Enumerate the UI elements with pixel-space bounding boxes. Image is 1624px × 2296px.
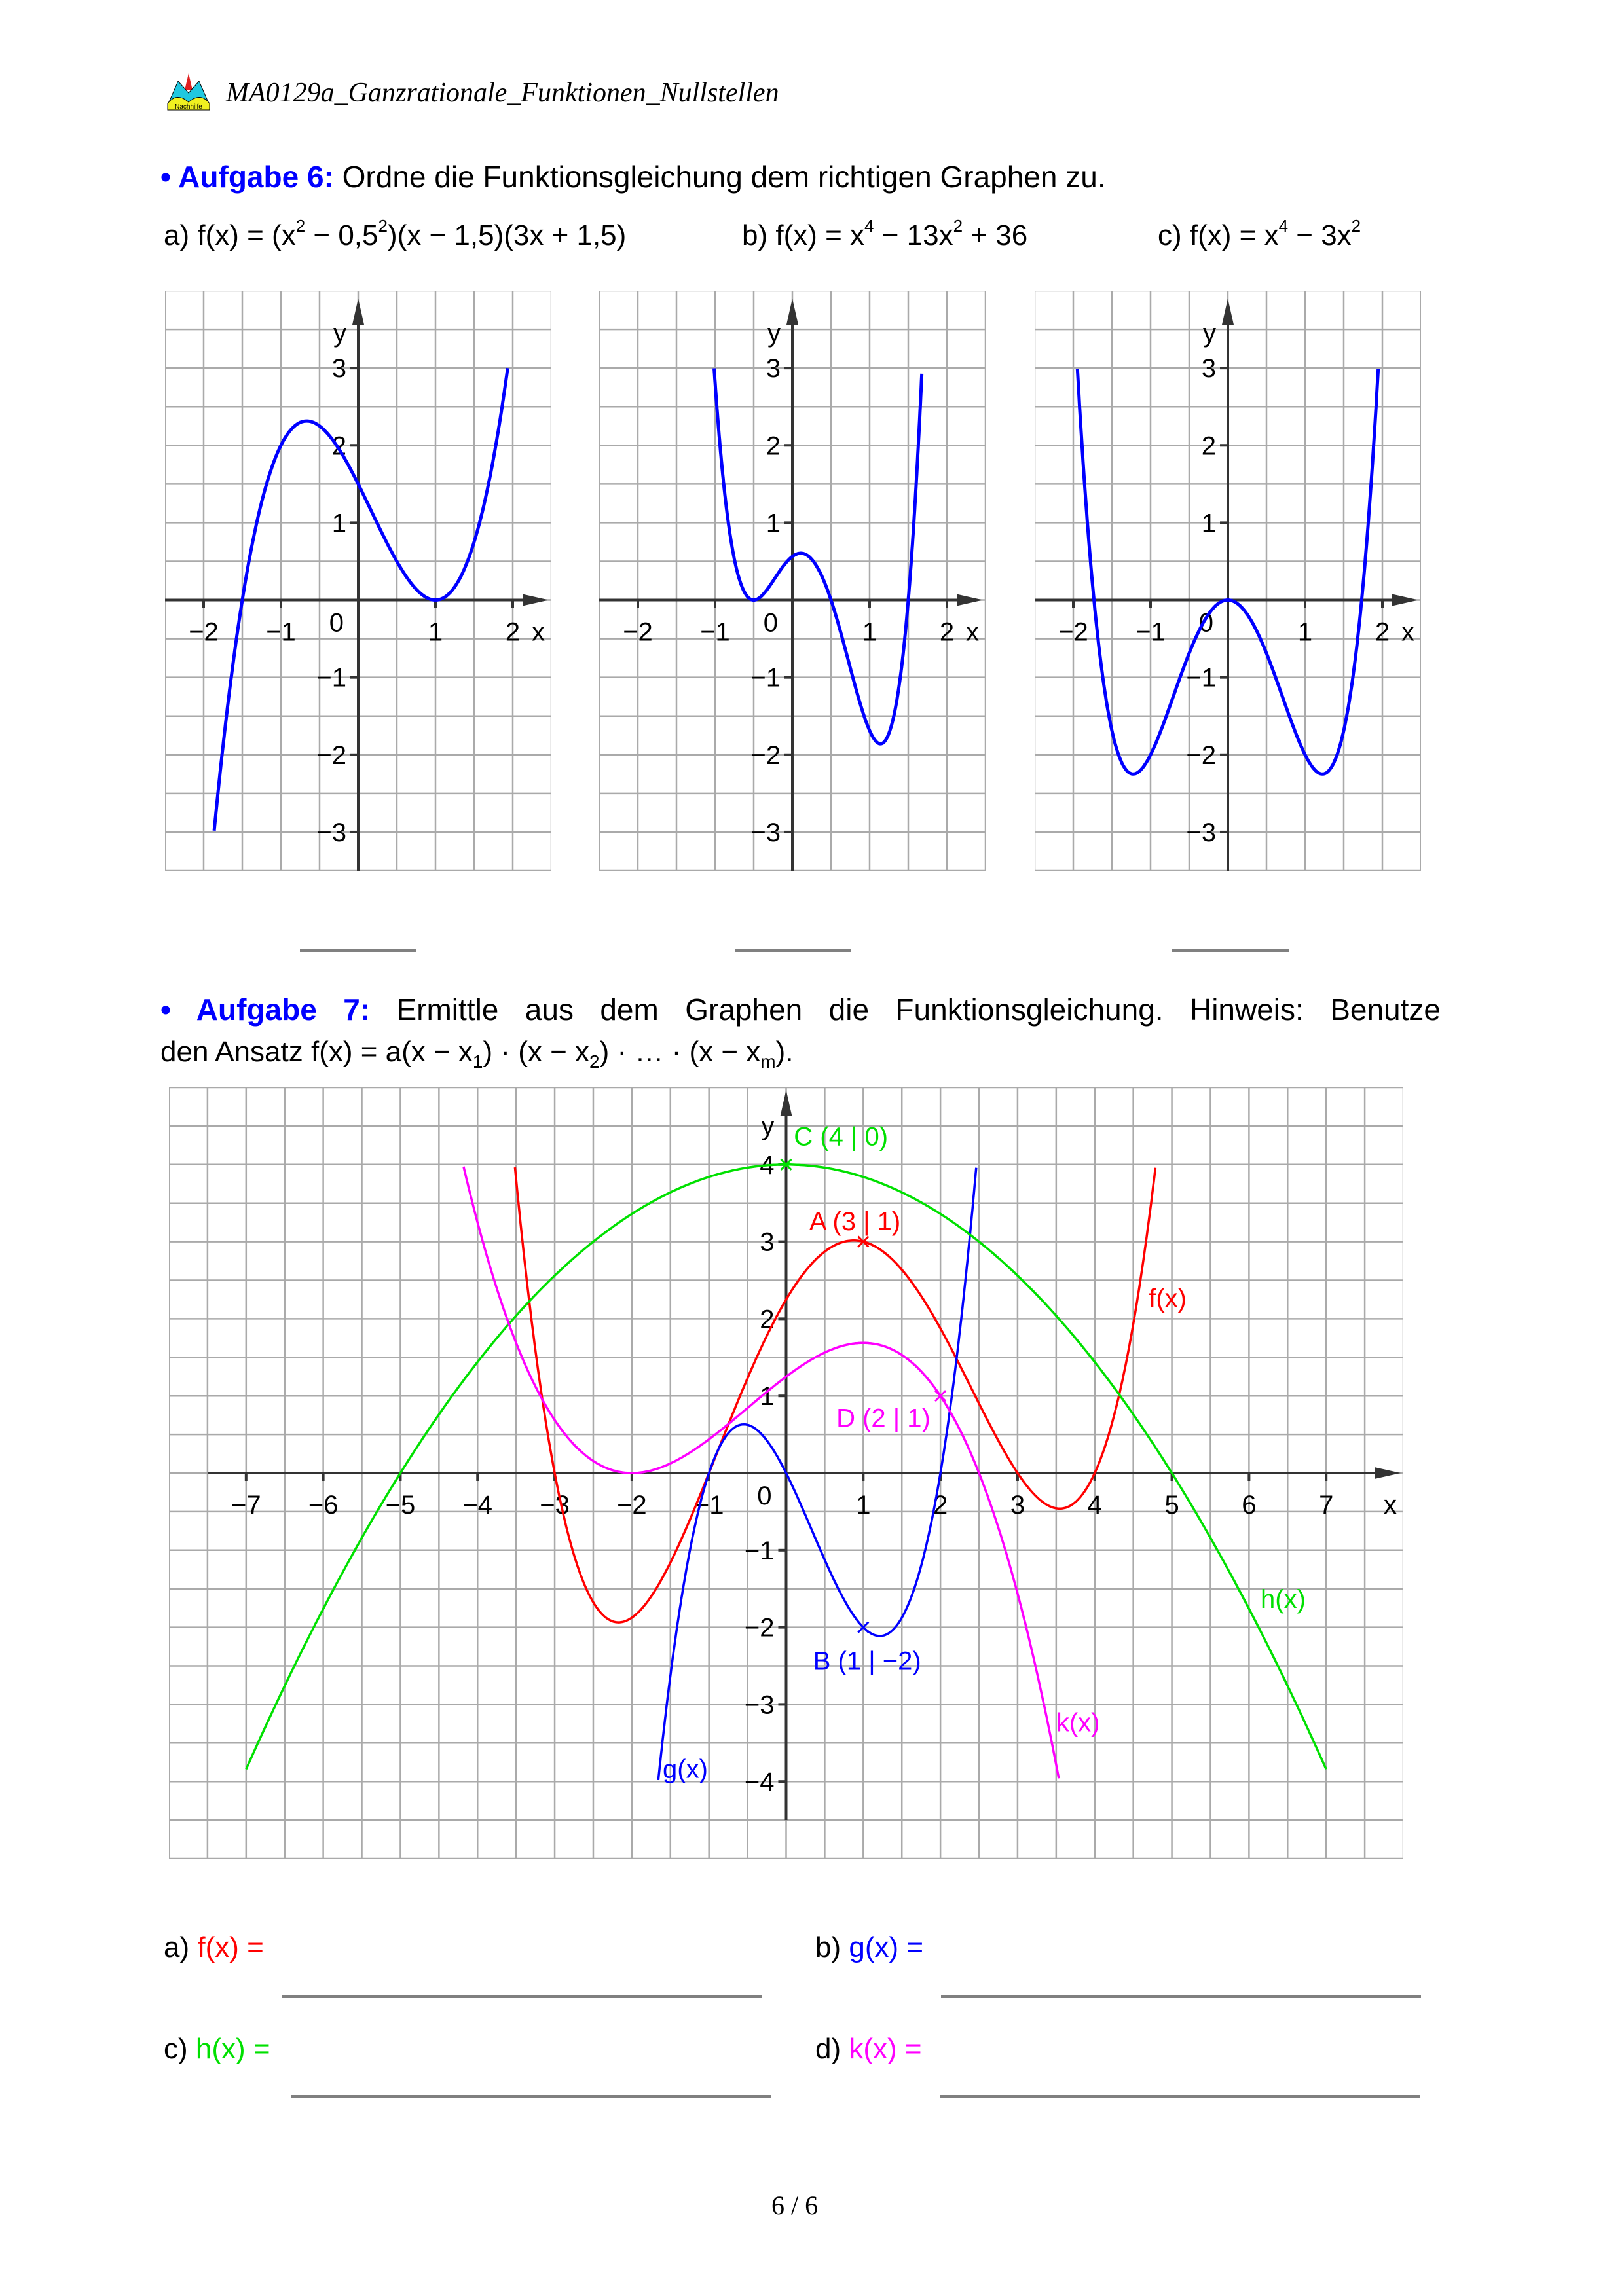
- svg-text:1: 1: [1201, 509, 1216, 538]
- svg-text:2: 2: [1375, 617, 1390, 647]
- svg-text:2: 2: [933, 1491, 948, 1520]
- svg-text:−1: −1: [1186, 663, 1216, 693]
- equation-c: c) $f(x) = x^4 - 3x^2$: [1158, 216, 1361, 251]
- svg-text:−1: −1: [266, 617, 296, 647]
- task-6-text: Ordne die Funktionsgleichung dem richtigen Graphen zu.: [333, 160, 1106, 194]
- answer-line-g[interactable]: [941, 1995, 1421, 1998]
- task-7-formula: den Ansatz $f(x) = a(x - x_1) \cdot (x - x_2)$ · … · $(x - x_m)$.: [160, 1036, 794, 1072]
- svg-text:x: x: [532, 617, 545, 647]
- svg-text:3: 3: [760, 1228, 775, 1257]
- axes: [208, 1090, 1401, 1820]
- svg-text:x: x: [1384, 1491, 1397, 1520]
- svg-text:−3: −3: [540, 1491, 570, 1520]
- svg-text:2: 2: [766, 431, 781, 461]
- task-6-heading: [160, 159, 1106, 194]
- equation-a: a) $f(x) = (x^2 - 0,5^2)(x - 1,5)(3x + 1,5)$: [164, 216, 627, 251]
- answer-line-k[interactable]: [940, 2095, 1420, 2098]
- svg-text:−1: −1: [700, 617, 730, 647]
- svg-text:1: 1: [760, 1382, 775, 1412]
- equation-b: b) $f(x) = x^4 - 13x^2 + 36$: [742, 216, 1028, 251]
- svg-text:5: 5: [1164, 1491, 1179, 1520]
- curve-label: f(x): [1149, 1284, 1187, 1313]
- svg-text:−1: −1: [693, 1491, 724, 1520]
- svg-text:y: y: [761, 1112, 775, 1140]
- point-label: A (3 | 1): [809, 1207, 901, 1236]
- answer-g: b) g(x) =: [815, 1931, 924, 1963]
- y-axis-arrow-icon: [352, 299, 364, 325]
- svg-text:−3: −3: [744, 1690, 775, 1720]
- svg-text:0: 0: [329, 608, 344, 638]
- svg-text:−2: −2: [750, 740, 781, 770]
- svg-text:1: 1: [1297, 617, 1313, 647]
- svg-text:−2: −2: [744, 1613, 775, 1643]
- point-label: C (4 | 0): [794, 1122, 889, 1152]
- task-7-label: • Aufgabe 7:: [160, 993, 371, 1027]
- svg-text:7: 7: [1319, 1491, 1334, 1520]
- x-axis-arrow-icon: [957, 594, 983, 606]
- svg-text:−2: −2: [617, 1491, 647, 1520]
- svg-text:y: y: [333, 319, 346, 348]
- answer-f: a) f(x) =: [164, 1931, 264, 1963]
- svg-text:Nachhilfe: Nachhilfe: [175, 103, 202, 111]
- svg-text:3: 3: [1201, 354, 1216, 384]
- curve-label: k(x): [1056, 1708, 1100, 1738]
- svg-text:0: 0: [763, 608, 778, 638]
- answer-blank-graph-2[interactable]: [735, 949, 851, 952]
- svg-text:x: x: [966, 617, 979, 647]
- answer-blank-graph-3[interactable]: [1172, 949, 1289, 952]
- x-axis-arrow-icon: [523, 594, 549, 606]
- svg-text:−5: −5: [385, 1491, 416, 1520]
- svg-text:1: 1: [331, 509, 346, 538]
- svg-text:−3: −3: [316, 818, 346, 847]
- svg-text:3: 3: [1010, 1491, 1025, 1520]
- axes: [599, 299, 983, 871]
- answer-line-f[interactable]: [282, 1995, 762, 1998]
- svg-text:4: 4: [760, 1150, 775, 1180]
- svg-text:−4: −4: [462, 1491, 493, 1520]
- svg-text:1: 1: [766, 509, 781, 538]
- task-7-text: Ermittle aus dem Graphen die Funktionsgleichung. Hinweis: Benutze: [370, 993, 1441, 1027]
- graph-3: [1035, 291, 1421, 871]
- y-axis-arrow-icon: [786, 299, 798, 325]
- graph-task-7: [169, 1087, 1403, 1859]
- svg-text:−4: −4: [744, 1768, 775, 1797]
- svg-text:−2: −2: [623, 617, 653, 647]
- svg-text:0: 0: [757, 1482, 772, 1510]
- svg-text:4: 4: [1087, 1491, 1102, 1520]
- answer-k: d) k(x) =: [815, 2033, 922, 2065]
- task-6-label: • Aufgabe 6:: [160, 160, 334, 194]
- svg-text:−1: −1: [750, 663, 781, 693]
- svg-text:3: 3: [766, 354, 781, 384]
- svg-text:−2: −2: [316, 740, 346, 770]
- svg-text:0: 0: [1198, 608, 1213, 638]
- svg-text:2: 2: [505, 617, 521, 647]
- graph-1: [165, 291, 551, 871]
- svg-text:−7: −7: [231, 1491, 261, 1520]
- curve-f: [714, 369, 922, 744]
- answer-blank-graph-1[interactable]: [300, 949, 416, 952]
- task-7-heading: [160, 992, 1441, 1027]
- document-title: MA0129a_Ganzrationale_Funktionen_Nullstellen: [226, 78, 779, 108]
- svg-text:y: y: [1203, 319, 1216, 348]
- svg-text:2: 2: [1201, 431, 1216, 461]
- svg-text:y: y: [767, 319, 781, 348]
- svg-text:−3: −3: [1186, 818, 1216, 847]
- svg-text:1: 1: [862, 617, 877, 647]
- point-label: B (1 | −2): [813, 1647, 921, 1676]
- svg-text:2: 2: [760, 1305, 775, 1334]
- svg-text:−2: −2: [1058, 617, 1088, 647]
- curve-label: h(x): [1261, 1585, 1306, 1614]
- svg-text:1: 1: [428, 617, 443, 647]
- answer-line-h[interactable]: [291, 2095, 771, 2098]
- svg-text:−2: −2: [189, 617, 219, 647]
- y-axis-arrow-icon: [781, 1090, 792, 1116]
- svg-text:−3: −3: [750, 818, 781, 847]
- svg-text:x: x: [1401, 617, 1414, 647]
- svg-text:1: 1: [856, 1491, 871, 1520]
- svg-text:−6: −6: [308, 1491, 339, 1520]
- nachhilfe-logo: [165, 73, 212, 111]
- svg-text:−1: −1: [744, 1536, 775, 1565]
- answer-h: c) h(x) =: [164, 2033, 270, 2065]
- axes: [165, 299, 549, 871]
- svg-text:2: 2: [939, 617, 955, 647]
- svg-text:3: 3: [331, 354, 346, 384]
- x-axis-arrow-icon: [1392, 594, 1418, 606]
- svg-text:6: 6: [1242, 1491, 1257, 1520]
- curve-label: g(x): [663, 1755, 708, 1784]
- y-axis-arrow-icon: [1222, 299, 1234, 325]
- point-label: D (2 | 1): [836, 1404, 931, 1433]
- x-axis-arrow-icon: [1375, 1467, 1401, 1479]
- svg-text:−1: −1: [1135, 617, 1166, 647]
- graph-2: [599, 291, 986, 871]
- svg-text:2: 2: [331, 431, 346, 461]
- svg-text:−2: −2: [1186, 740, 1216, 770]
- svg-text:−1: −1: [316, 663, 346, 693]
- page-number: 6 / 6: [771, 2191, 819, 2220]
